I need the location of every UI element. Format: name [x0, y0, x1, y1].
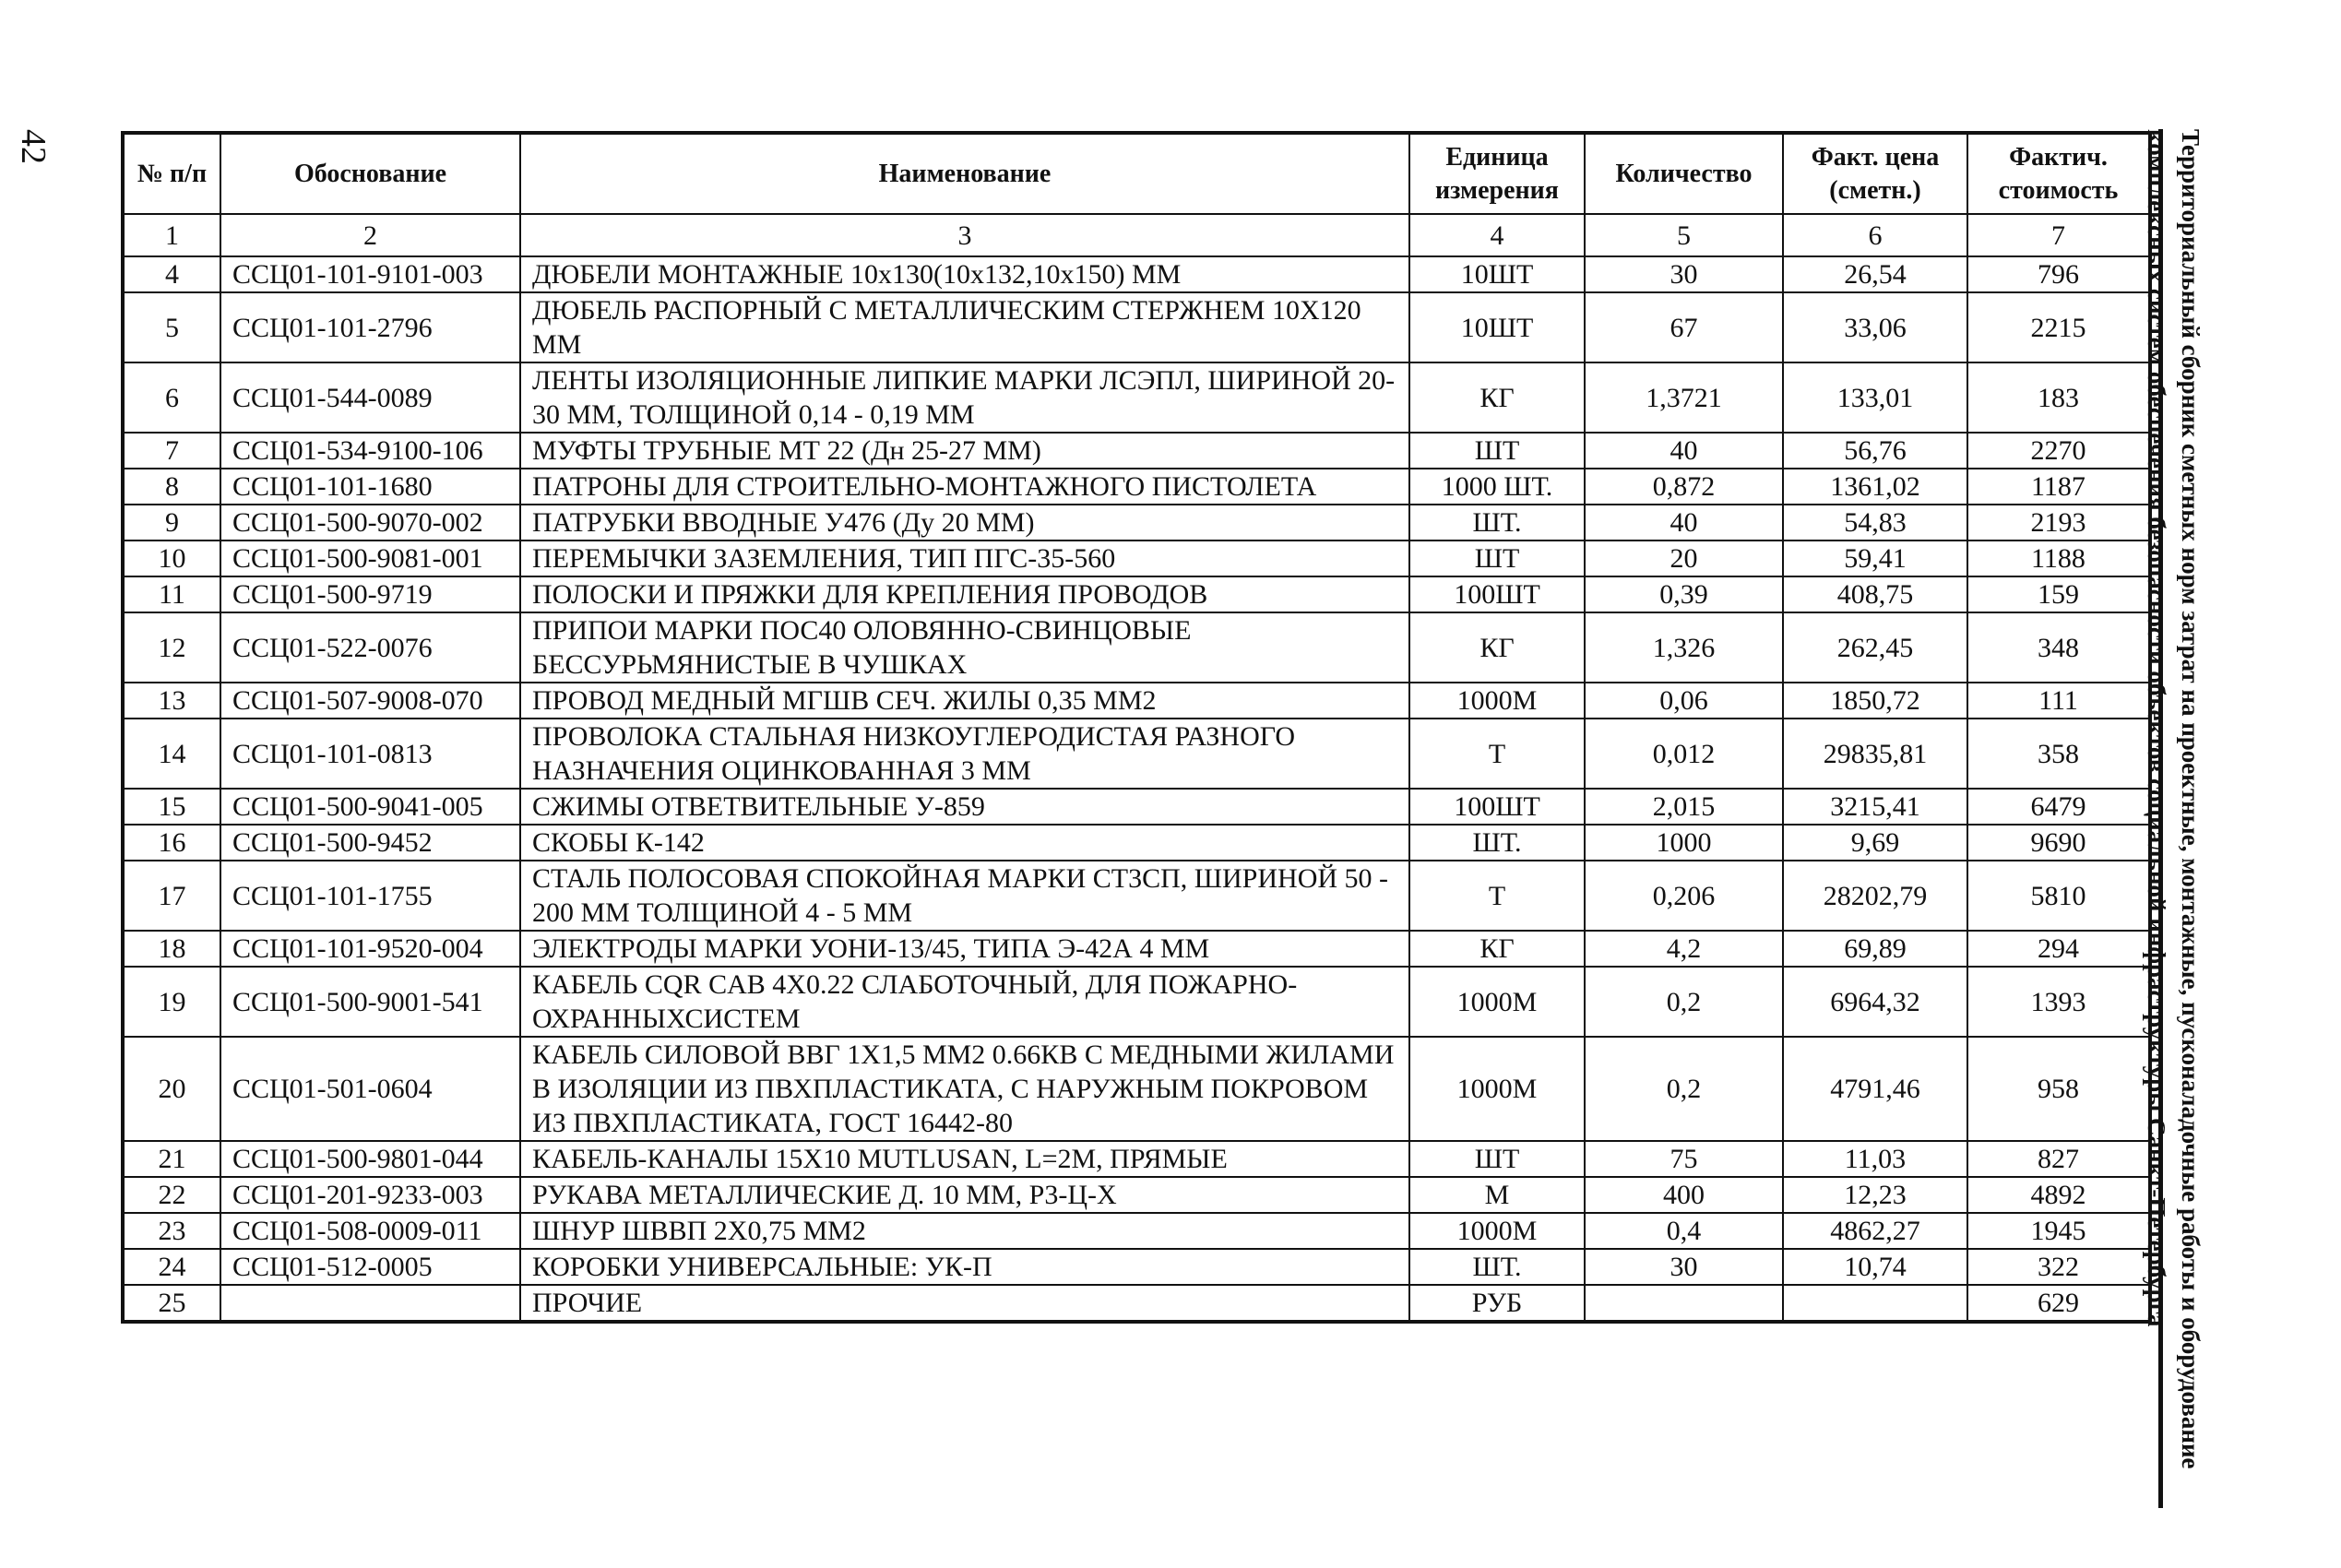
table-row	[123, 931, 2150, 967]
cell-unit: 1000М	[1409, 683, 1585, 719]
table-row	[123, 1141, 2150, 1177]
cell-item-name: ПОЛОСКИ И ПРЯЖКИ ДЛЯ КРЕПЛЕНИЯ ПРОВОДОВ	[520, 576, 1409, 612]
cell-quantity: 20	[1585, 540, 1783, 576]
cell-price: 4862,27	[1783, 1213, 1967, 1249]
cell-item-name: СТАЛЬ ПОЛОСОВАЯ СПОКОЙНАЯ МАРКИ СТ3СП, ШИРИНОЙ 50 - 200 ММ ТОЛЩИНОЙ 4 - 5 ММ	[520, 861, 1409, 931]
table-row	[123, 967, 2150, 1037]
cell-item-name: ШНУР ШВВП 2Х0,75 ММ2	[520, 1213, 1409, 1249]
cell-quantity: 40	[1585, 505, 1783, 540]
column-number: 6	[1783, 214, 1967, 256]
cell-price: 28202,79	[1783, 861, 1967, 931]
cell-item-name: РУКАВА МЕТАЛЛИЧЕСКИЕ Д. 10 ММ, Р3-Ц-Х	[520, 1177, 1409, 1213]
cell-item-name: МУФТЫ ТРУБНЫЕ МТ 22 (Дн 25-27 ММ)	[520, 433, 1409, 469]
cell-unit: ШТ.	[1409, 505, 1585, 540]
table-row	[123, 469, 2150, 505]
table-row	[123, 825, 2150, 861]
cell-basis-code: ССЦ01-508-0009-011	[220, 1213, 520, 1249]
cell-row-number: 8	[123, 469, 220, 505]
cell-item-name: КАБЕЛЬ CQR CAB 4Х0.22 СЛАБОТОЧНЫЙ, ДЛЯ ПОЖАРНО-ОХРАННЫХСИСТЕМ	[520, 967, 1409, 1037]
cell-price: 56,76	[1783, 433, 1967, 469]
cell-price: 26,54	[1783, 256, 1967, 292]
table-row	[123, 612, 2150, 683]
cell-basis-code: ССЦ01-500-9070-002	[220, 505, 520, 540]
column-number: 1	[123, 214, 220, 256]
cell-price: 33,06	[1783, 292, 1967, 362]
cell-price: 59,41	[1783, 540, 1967, 576]
cell-basis-code: ССЦ01-500-9001-541	[220, 967, 520, 1037]
cell-quantity: 0,39	[1585, 576, 1783, 612]
cell-unit: 10ШТ	[1409, 256, 1585, 292]
cell-quantity: 30	[1585, 256, 1783, 292]
cell-cost: 827	[1967, 1141, 2150, 1177]
cell-cost: 958	[1967, 1037, 2150, 1141]
side-running-header	[2139, 129, 2207, 1469]
header-cost: Фактич. стоимость	[1967, 133, 2150, 214]
cell-cost: 629	[1967, 1285, 2150, 1322]
cell-cost: 294	[1967, 931, 2150, 967]
cell-quantity: 40	[1585, 433, 1783, 469]
cell-row-number: 17	[123, 861, 220, 931]
cell-quantity: 0,872	[1585, 469, 1783, 505]
cell-unit: КГ	[1409, 931, 1585, 967]
cell-unit: КГ	[1409, 612, 1585, 683]
cell-unit: 100ШТ	[1409, 789, 1585, 825]
cell-price: 4791,46	[1783, 1037, 1967, 1141]
table-row	[123, 292, 2150, 362]
column-number: 4	[1409, 214, 1585, 256]
cell-quantity: 0,206	[1585, 861, 1783, 931]
cell-cost: 2270	[1967, 433, 2150, 469]
cell-row-number: 15	[123, 789, 220, 825]
cell-item-name: ПРИПОИ МАРКИ ПОС40 ОЛОВЯННО-СВИНЦОВЫЕ БЕССУРЬМЯНИСТЫЕ В ЧУШКАХ	[520, 612, 1409, 683]
cell-row-number: 20	[123, 1037, 220, 1141]
cell-cost: 348	[1967, 612, 2150, 683]
cell-cost: 2193	[1967, 505, 2150, 540]
cell-price: 12,23	[1783, 1177, 1967, 1213]
cell-quantity: 2,015	[1585, 789, 1783, 825]
cell-unit: КГ	[1409, 362, 1585, 433]
cell-item-name: ПРОЧИЕ	[520, 1285, 1409, 1322]
cell-basis-code: ССЦ01-101-9101-003	[220, 256, 520, 292]
cell-unit: ШТ	[1409, 540, 1585, 576]
cell-row-number: 18	[123, 931, 220, 967]
cell-price: 262,45	[1783, 612, 1967, 683]
cell-cost: 6479	[1967, 789, 2150, 825]
cell-basis-code: ССЦ01-101-0813	[220, 719, 520, 789]
cell-unit: 1000 ШТ.	[1409, 469, 1585, 505]
cell-basis-code: ССЦ01-500-9081-001	[220, 540, 520, 576]
cell-basis-code: ССЦ01-101-9520-004	[220, 931, 520, 967]
cell-basis-code: ССЦ01-500-9452	[220, 825, 520, 861]
table-row	[123, 1037, 2150, 1141]
cell-row-number: 4	[123, 256, 220, 292]
cell-unit: ШТ.	[1409, 825, 1585, 861]
cell-quantity: 0,06	[1585, 683, 1783, 719]
header-num: № п/п	[123, 133, 220, 214]
cell-row-number: 11	[123, 576, 220, 612]
cell-basis-code: ССЦ01-500-9041-005	[220, 789, 520, 825]
table-row	[123, 719, 2150, 789]
cell-price: 29835,81	[1783, 719, 1967, 789]
cell-cost: 159	[1967, 576, 2150, 612]
column-number: 3	[520, 214, 1409, 256]
header-basis: Обоснование	[220, 133, 520, 214]
cell-unit: ШТ	[1409, 433, 1585, 469]
cell-unit: М	[1409, 1177, 1585, 1213]
page-number: 42	[14, 129, 53, 164]
side-header-line2: комплексных систем обеспечения безопасности объектов социальной инфраструктуры Санкт-Петербурга	[2143, 129, 2170, 1327]
cell-price	[1783, 1285, 1967, 1322]
header-row	[123, 133, 2150, 214]
table-body	[123, 256, 2150, 1322]
cell-quantity: 0,2	[1585, 1037, 1783, 1141]
cell-cost: 183	[1967, 362, 2150, 433]
cell-basis-code: ССЦ01-512-0005	[220, 1249, 520, 1285]
cell-cost: 796	[1967, 256, 2150, 292]
cell-cost: 1187	[1967, 469, 2150, 505]
cell-basis-code: ССЦ01-534-9100-106	[220, 433, 520, 469]
cell-quantity: 75	[1585, 1141, 1783, 1177]
cell-item-name: КАБЕЛЬ СИЛОВОЙ ВВГ 1Х1,5 ММ2 0.66КВ С МЕДНЫМИ ЖИЛАМИ В ИЗОЛЯЦИИ ИЗ ПВХПЛАСТИКАТА, С НАРУЖНЫМ ПОКРОВОМ ИЗ ПВХПЛАСТИКАТА, ГОСТ 16442-80	[520, 1037, 1409, 1141]
cell-price: 3215,41	[1783, 789, 1967, 825]
cell-quantity: 1,3721	[1585, 362, 1783, 433]
cell-row-number: 12	[123, 612, 220, 683]
cell-basis-code: ССЦ01-101-1680	[220, 469, 520, 505]
cell-cost: 9690	[1967, 825, 2150, 861]
cell-unit: 1000М	[1409, 1037, 1585, 1141]
cell-row-number: 13	[123, 683, 220, 719]
table-row	[123, 1249, 2150, 1285]
cell-price: 1361,02	[1783, 469, 1967, 505]
cell-cost: 1945	[1967, 1213, 2150, 1249]
table-row	[123, 433, 2150, 469]
cell-basis-code: ССЦ01-101-2796	[220, 292, 520, 362]
header-qty: Количество	[1585, 133, 1783, 214]
estimate-table	[121, 131, 2152, 1324]
cell-cost: 2215	[1967, 292, 2150, 362]
cell-basis-code: ССЦ01-507-9008-070	[220, 683, 520, 719]
cell-row-number: 24	[123, 1249, 220, 1285]
table-row	[123, 362, 2150, 433]
cell-price: 11,03	[1783, 1141, 1967, 1177]
cell-cost: 1393	[1967, 967, 2150, 1037]
cell-basis-code: ССЦ01-101-1755	[220, 861, 520, 931]
table-row	[123, 576, 2150, 612]
cell-quantity: 0,2	[1585, 967, 1783, 1037]
table-row	[123, 683, 2150, 719]
table-row	[123, 1213, 2150, 1249]
cell-basis-code: ССЦ01-500-9801-044	[220, 1141, 520, 1177]
cell-quantity: 0,012	[1585, 719, 1783, 789]
cell-unit: 1000М	[1409, 967, 1585, 1037]
cell-price: 69,89	[1783, 931, 1967, 967]
cell-price: 9,69	[1783, 825, 1967, 861]
cell-item-name: ПЕРЕМЫЧКИ ЗАЗЕМЛЕНИЯ, ТИП ПГС-35-560	[520, 540, 1409, 576]
cell-cost: 1188	[1967, 540, 2150, 576]
cell-quantity: 30	[1585, 1249, 1783, 1285]
table-row	[123, 1285, 2150, 1322]
table-row	[123, 861, 2150, 931]
cell-row-number: 22	[123, 1177, 220, 1213]
cell-item-name: ПРОВОД МЕДНЫЙ МГШВ СЕЧ. ЖИЛЫ 0,35 ММ2	[520, 683, 1409, 719]
cell-price: 54,83	[1783, 505, 1967, 540]
cell-basis-code: ССЦ01-500-9719	[220, 576, 520, 612]
cell-quantity: 4,2	[1585, 931, 1783, 967]
cell-row-number: 14	[123, 719, 220, 789]
cell-item-name: СЖИМЫ ОТВЕТВИТЕЛЬНЫЕ У-859	[520, 789, 1409, 825]
cell-quantity: 1000	[1585, 825, 1783, 861]
cell-cost: 322	[1967, 1249, 2150, 1285]
cell-item-name: ПАТРОНЫ ДЛЯ СТРОИТЕЛЬНО-МОНТАЖНОГО ПИСТОЛЕТА	[520, 469, 1409, 505]
cell-item-name: КОРОБКИ УНИВЕРСАЛЬНЫЕ: УК-П	[520, 1249, 1409, 1285]
cell-row-number: 23	[123, 1213, 220, 1249]
cell-basis-code: ССЦ01-544-0089	[220, 362, 520, 433]
cell-unit: 10ШТ	[1409, 292, 1585, 362]
header-unit: Единица измерения	[1409, 133, 1585, 214]
cell-unit: 100ШТ	[1409, 576, 1585, 612]
table-row	[123, 540, 2150, 576]
cell-row-number: 6	[123, 362, 220, 433]
cell-item-name: СКОБЫ К-142	[520, 825, 1409, 861]
cell-unit: Т	[1409, 861, 1585, 931]
cell-basis-code: ССЦ01-501-0604	[220, 1037, 520, 1141]
cell-price: 133,01	[1783, 362, 1967, 433]
cell-basis-code	[220, 1285, 520, 1322]
column-number: 2	[220, 214, 520, 256]
cell-unit: РУБ	[1409, 1285, 1585, 1322]
cell-unit: ШТ.	[1409, 1249, 1585, 1285]
side-header-line1: Территориальный сборник сметных норм затрат на проектные, монтажные, пусконаладочные работы и оборудование	[2177, 129, 2204, 1469]
header-name: Наименование	[520, 133, 1409, 214]
cell-item-name: ДЮБЕЛИ МОНТАЖНЫЕ 10x130(10x132,10x150) ММ	[520, 256, 1409, 292]
cell-cost: 358	[1967, 719, 2150, 789]
cell-quantity: 67	[1585, 292, 1783, 362]
table-row	[123, 256, 2150, 292]
cell-quantity: 0,4	[1585, 1213, 1783, 1249]
cell-row-number: 19	[123, 967, 220, 1037]
cell-cost: 4892	[1967, 1177, 2150, 1213]
table-row	[123, 505, 2150, 540]
cell-quantity	[1585, 1285, 1783, 1322]
cell-cost: 5810	[1967, 861, 2150, 931]
cell-unit: 1000М	[1409, 1213, 1585, 1249]
column-number: 7	[1967, 214, 2150, 256]
cell-row-number: 25	[123, 1285, 220, 1322]
cell-basis-code: ССЦ01-201-9233-003	[220, 1177, 520, 1213]
cell-unit: ШТ	[1409, 1141, 1585, 1177]
cell-price: 1850,72	[1783, 683, 1967, 719]
cell-item-name: ЛЕНТЫ ИЗОЛЯЦИОННЫЕ ЛИПКИЕ МАРКИ ЛСЭПЛ, ШИРИНОЙ 20-30 ММ, ТОЛЩИНОЙ 0,14 - 0,19 ММ	[520, 362, 1409, 433]
cell-quantity: 400	[1585, 1177, 1783, 1213]
cell-item-name: ЭЛЕКТРОДЫ МАРКИ УОНИ-13/45, ТИПА Э-42А 4 ММ	[520, 931, 1409, 967]
cell-price: 10,74	[1783, 1249, 1967, 1285]
cell-price: 6964,32	[1783, 967, 1967, 1037]
cell-item-name: ПРОВОЛОКА СТАЛЬНАЯ НИЗКОУГЛЕРОДИСТАЯ РАЗНОГО НАЗНАЧЕНИЯ ОЦИНКОВАННАЯ 3 ММ	[520, 719, 1409, 789]
table-row	[123, 1177, 2150, 1213]
table-row	[123, 789, 2150, 825]
column-number-row	[123, 214, 2150, 256]
header-price: Факт. цена (сметн.)	[1783, 133, 1967, 214]
column-number: 5	[1585, 214, 1783, 256]
cell-basis-code: ССЦ01-522-0076	[220, 612, 520, 683]
cell-row-number: 21	[123, 1141, 220, 1177]
cell-price: 408,75	[1783, 576, 1967, 612]
cell-item-name: ДЮБЕЛЬ РАСПОРНЫЙ С МЕТАЛЛИЧЕСКИМ СТЕРЖНЕМ 10Х120 ММ	[520, 292, 1409, 362]
cell-unit: Т	[1409, 719, 1585, 789]
cell-row-number: 10	[123, 540, 220, 576]
cell-item-name: КАБЕЛЬ-КАНАЛЫ 15Х10 MUTLUSAN, L=2M, ПРЯМЫЕ	[520, 1141, 1409, 1177]
cell-quantity: 1,326	[1585, 612, 1783, 683]
cell-row-number: 16	[123, 825, 220, 861]
cell-row-number: 7	[123, 433, 220, 469]
cell-row-number: 5	[123, 292, 220, 362]
cell-row-number: 9	[123, 505, 220, 540]
cell-cost: 111	[1967, 683, 2150, 719]
cell-item-name: ПАТРУБКИ ВВОДНЫЕ У476 (Ду 20 ММ)	[520, 505, 1409, 540]
